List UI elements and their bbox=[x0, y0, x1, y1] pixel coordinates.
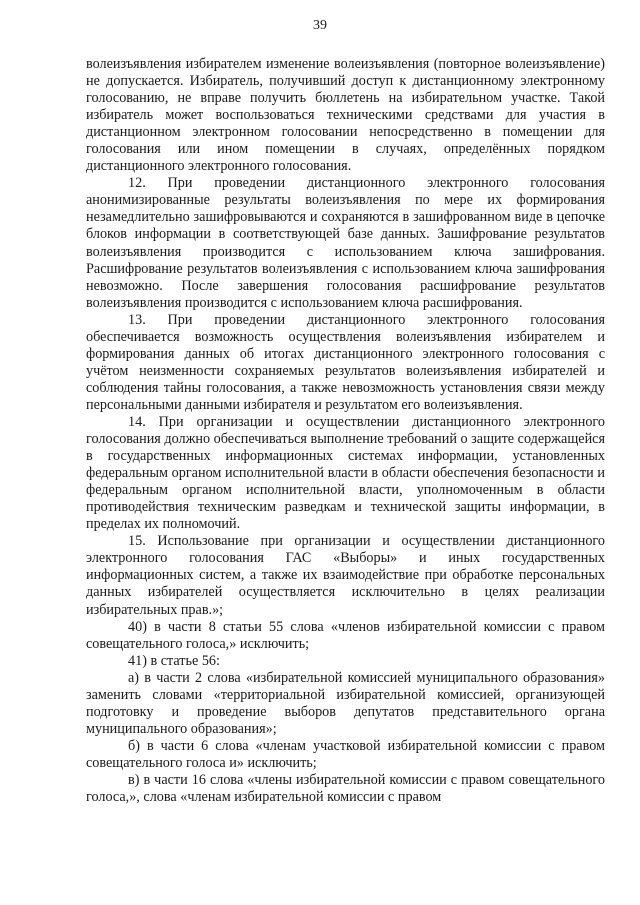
paragraph-subitem-b: б) в части 6 слова «членам участковой избирательной комиссии с правом совещательного голоса и» исключить; bbox=[86, 737, 605, 771]
paragraph-continuation: волеизъявления избирателем изменение волеизъявления (повторное волеизъявление) не допускается. Избиратель, получивший доступ к дистанционному электронному голосованию, не вправе получить бюллетень на избирательном участке. Такой избиратель может воспользоваться техническими средствами для участия в дистанционном электронном голосовании непосредственно в помещении для голосования или ином помещении в случаях, определённых порядком дистанционного электронного голосования. bbox=[86, 56, 605, 175]
paragraph-item-40: 40) в части 8 статьи 55 слова «членов избирательной комиссии с правом совещательного голоса,» исключить; bbox=[86, 618, 605, 652]
document-body bbox=[86, 56, 605, 806]
page-number: 39 bbox=[313, 18, 327, 33]
paragraph-item-41: 41) в статье 56: bbox=[128, 652, 220, 669]
paragraph-subitem-a: а) в части 2 слова «избирательной комиссией муниципального образования» заменить словами «территориальной избирательной комиссией, организующей подготовку и проведение выборов депутатов представительного органа муниципального образования»; bbox=[86, 669, 605, 737]
paragraph-subitem-v: в) в части 16 слова «члены избирательной комиссии с правом совещательного голоса,», слова «членам избирательной комиссии с правом bbox=[86, 771, 605, 806]
paragraph-item-14: 14. При организации и осуществлении дистанционного электронного голосования должно обеспечиваться выполнение требований о защите содержащейся в государственных информационных системах информации, установленных федеральным органом исполнительной власти в области обеспечения безопасности и федеральным органом исполнительной власти, уполномоченным в области противодействия техническим разведкам и технической защиты информации, в пределах их полномочий. bbox=[86, 413, 605, 533]
paragraph-item-12: 12. При проведении дистанционного электронного голосования анонимизированные результаты волеизъявления по мере их формирования незамедлительно зашифровываются и сохраняются в зашифрованном виде в цепочке блоков информации в соответствующей базе данных. Зашифрование результатов волеизъявления производится с использованием ключа зашифрования. Расшифрование результатов волеизъявления с использованием ключа зашифрования невозможно. После завершения голосования расшифрование результатов волеизъявления производится с использованием ключа расшифрования. bbox=[86, 175, 605, 311]
paragraph-item-15: 15. Использование при организации и осуществлении дистанционного электронного голосования ГАС «Выборы» и иных государственных информационных систем, а также их взаимодействие при обработке персональных данных избирателей осуществляется исключительно в целях реализации избирательных прав.»; bbox=[86, 533, 605, 618]
paragraph-item-13: 13. При проведении дистанционного электронного голосования обеспечивается возможность осуществления волеизъявления избирателем и формирования данных об итогах дистанционного электронного голосования с учётом неизменности сохраняемых результатов волеизъявления избирателей и соблюдения тайны голосования, а также невозможность установления связи между персональными данными избирателя и результатом его волеизъявления. bbox=[86, 311, 605, 413]
